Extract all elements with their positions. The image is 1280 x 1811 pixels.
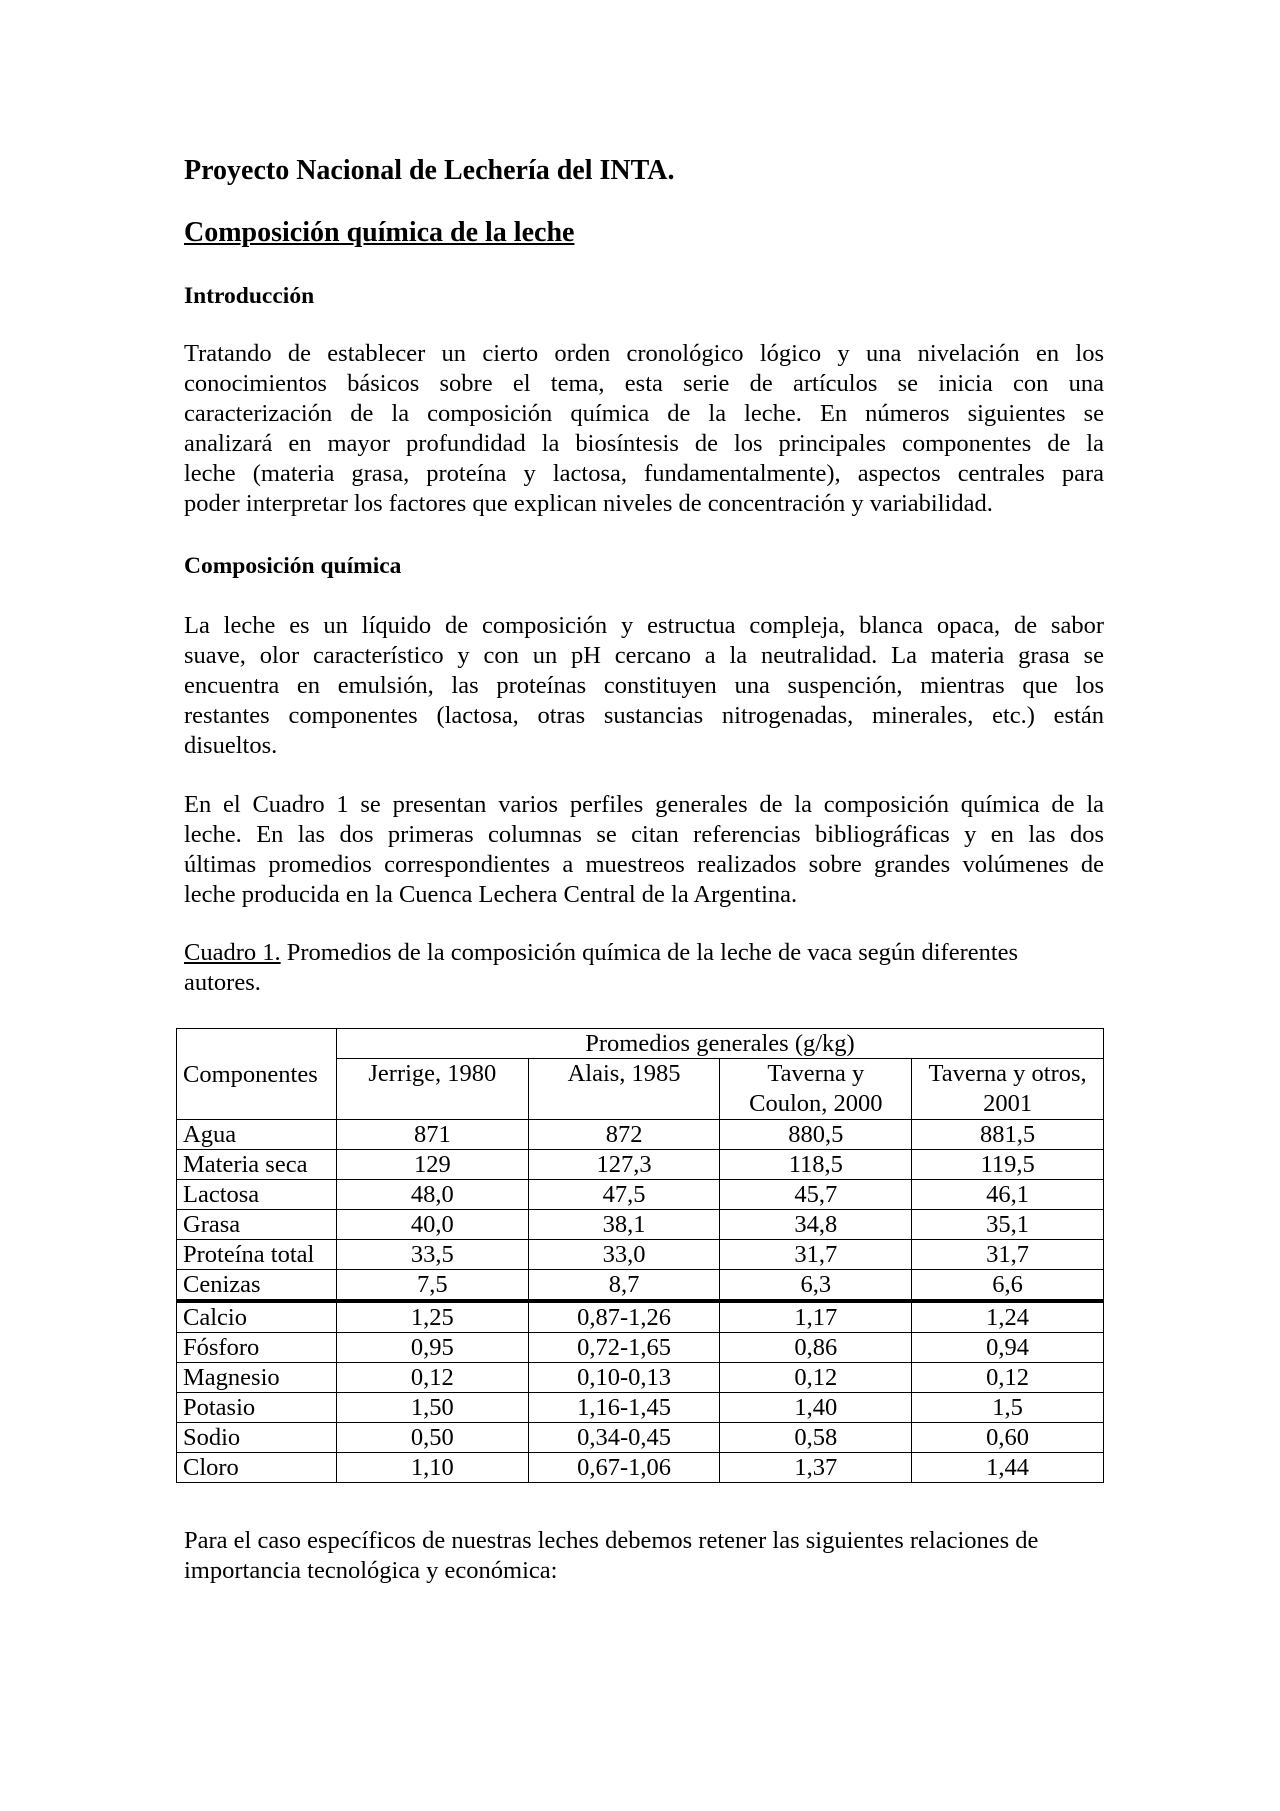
table-cell: 46,1 <box>912 1180 1104 1210</box>
table-cell: 0,34-0,45 <box>528 1423 720 1453</box>
table-cell: 6,3 <box>720 1270 912 1302</box>
table-cell: 0,50 <box>336 1423 528 1453</box>
composition-line: encuentra en emulsión, las proteínas constituyen una suspención, mientras que los <box>184 672 1104 699</box>
table-row <box>177 1210 1104 1240</box>
intro-line: poder interpretar los factores que explican niveles de concentración y variabilidad. <box>184 490 993 517</box>
table-cell: 0,87-1,26 <box>528 1301 720 1333</box>
table-cell: 871 <box>336 1120 528 1150</box>
table-cell: 1,25 <box>336 1301 528 1333</box>
row-label: Magnesio <box>177 1363 337 1393</box>
intro-heading: Introducción <box>184 283 315 309</box>
closing-paragraph <box>184 1526 1104 1586</box>
column-header-line: 2001 <box>983 1090 1033 1117</box>
table-cell: 0,12 <box>336 1363 528 1393</box>
column-header <box>528 1059 720 1120</box>
table-cell: 0,94 <box>912 1333 1104 1363</box>
table-cell: 1,37 <box>720 1453 912 1483</box>
composition-line: En el Cuadro 1 se presentan varios perfiles generales de la composición química de la <box>184 791 1104 818</box>
row-label: Fósforo <box>177 1333 337 1363</box>
table-row <box>177 1363 1104 1393</box>
table-cell: 1,50 <box>336 1393 528 1423</box>
row-label: Cloro <box>177 1453 337 1483</box>
table-cell: 1,16-1,45 <box>528 1393 720 1423</box>
row-label: Grasa <box>177 1210 337 1240</box>
table-cell: 1,5 <box>912 1393 1104 1423</box>
composition-line: restantes componentes (lactosa, otras sustancias nitrogenadas, minerales, etc.) están <box>184 702 1104 729</box>
table-cell: 1,17 <box>720 1301 912 1333</box>
table-cell: 47,5 <box>528 1180 720 1210</box>
column-header-line: Taverna y <box>767 1060 865 1087</box>
table-row <box>177 1150 1104 1180</box>
intro-line: leche (materia grasa, proteína y lactosa, fundamentalmente), aspectos centrales para <box>184 460 1104 487</box>
intro-line: Tratando de establecer un cierto orden cronológico lógico y una nivelación en los <box>184 340 1104 367</box>
table-cell: 0,67-1,06 <box>528 1453 720 1483</box>
table-row <box>177 1423 1104 1453</box>
table-cell: 0,95 <box>336 1333 528 1363</box>
document-subtitle: Composición química de la leche <box>184 217 575 248</box>
table-row <box>177 1301 1104 1333</box>
table-caption-label: Cuadro 1. <box>184 939 281 966</box>
table-cell: 35,1 <box>912 1210 1104 1240</box>
composition-line: suave, olor característico y con un pH cercano a la neutralidad. La materia grasa se <box>184 642 1104 669</box>
closing-line: importancia tecnológica y económica: <box>184 1557 558 1584</box>
table-body <box>177 1120 1104 1483</box>
table-cell: 127,3 <box>528 1150 720 1180</box>
composition-heading: Composición química <box>184 553 402 579</box>
document-title: Proyecto Nacional de Lechería del INTA. <box>184 155 675 186</box>
column-header-line: Taverna y otros, <box>928 1060 1087 1087</box>
table-caption <box>184 938 1104 998</box>
table-cell: 1,40 <box>720 1393 912 1423</box>
table-cell: 872 <box>528 1120 720 1150</box>
table-cell: 0,10-0,13 <box>528 1363 720 1393</box>
closing-line: Para el caso específicos de nuestras leches debemos retener las siguientes relaciones de <box>184 1527 1039 1554</box>
table-cell: 38,1 <box>528 1210 720 1240</box>
table-cell: 6,6 <box>912 1270 1104 1302</box>
table-cell: 0,86 <box>720 1333 912 1363</box>
table-caption-text-2: autores. <box>184 969 261 996</box>
row-label: Materia seca <box>177 1150 337 1180</box>
table-cell: 7,5 <box>336 1270 528 1302</box>
table-cell: 118,5 <box>720 1150 912 1180</box>
row-label: Cenizas <box>177 1270 337 1302</box>
table-cell: 34,8 <box>720 1210 912 1240</box>
composition-line: leche producida en la Cuenca Lechera Central de la Argentina. <box>184 881 798 908</box>
table-cell: 880,5 <box>720 1120 912 1150</box>
column-header-line: Alais, 1985 <box>567 1060 681 1087</box>
table-cell: 129 <box>336 1150 528 1180</box>
intro-paragraph <box>184 339 1104 519</box>
table-cell: 31,7 <box>720 1240 912 1270</box>
table-cell: 45,7 <box>720 1180 912 1210</box>
column-header <box>912 1059 1104 1120</box>
column-header-line: Coulon, 2000 <box>749 1090 883 1117</box>
table-cell: 881,5 <box>912 1120 1104 1150</box>
table-row <box>177 1240 1104 1270</box>
table-row <box>177 1333 1104 1363</box>
composition-line: La leche es un líquido de composición y estructua compleja, blanca opaca, de sabor <box>184 612 1104 639</box>
table-row <box>177 1270 1104 1302</box>
table-caption-text: Promedios de la composición química de la leche de vaca según diferentes <box>280 939 1019 966</box>
table-cell: 1,44 <box>912 1453 1104 1483</box>
row-label: Calcio <box>177 1301 337 1333</box>
composition-table <box>176 1028 1104 1483</box>
composition-line: últimas promedios correspondientes a muestreos realizados sobre grandes volúmenes de <box>184 851 1104 878</box>
column-header <box>720 1059 912 1120</box>
table-cell: 0,12 <box>720 1363 912 1393</box>
row-label: Potasio <box>177 1393 337 1423</box>
intro-line: analizará en mayor profundidad la biosíntesis de los principales componentes de la <box>184 430 1104 457</box>
composition-line: leche. En las dos primeras columnas se citan referencias bibliográficas y en las dos <box>184 821 1104 848</box>
composition-paragraph-1 <box>184 611 1104 761</box>
intro-line: caracterización de la composición química de la leche. En números siguientes se <box>184 400 1104 427</box>
composition-paragraph-2 <box>184 790 1104 910</box>
row-label: Sodio <box>177 1423 337 1453</box>
table-cell: 0,72-1,65 <box>528 1333 720 1363</box>
table-cell: 1,24 <box>912 1301 1104 1333</box>
table-row <box>177 1120 1104 1150</box>
table-cell: 31,7 <box>912 1240 1104 1270</box>
table-cell: 0,58 <box>720 1423 912 1453</box>
column-header <box>336 1059 528 1120</box>
table-row <box>177 1180 1104 1210</box>
composition-line: disueltos. <box>184 732 278 759</box>
table-cell: 8,7 <box>528 1270 720 1302</box>
intro-line: conocimientos básicos sobre el tema, esta serie de artículos se inicia con una <box>184 370 1104 397</box>
header-componentes: Componentes <box>177 1029 337 1120</box>
column-header-line: Jerrige, 1980 <box>368 1060 497 1087</box>
table-cell: 119,5 <box>912 1150 1104 1180</box>
table-cell: 0,12 <box>912 1363 1104 1393</box>
table-cell: 33,5 <box>336 1240 528 1270</box>
table-cell: 48,0 <box>336 1180 528 1210</box>
table-cell: 0,60 <box>912 1423 1104 1453</box>
table-row <box>177 1393 1104 1423</box>
table-cell: 1,10 <box>336 1453 528 1483</box>
row-label: Agua <box>177 1120 337 1150</box>
table-row <box>177 1453 1104 1483</box>
group-header: Promedios generales (g/kg) <box>336 1029 1103 1059</box>
row-label: Proteína total <box>177 1240 337 1270</box>
table-cell: 33,0 <box>528 1240 720 1270</box>
row-label: Lactosa <box>177 1180 337 1210</box>
table-cell: 40,0 <box>336 1210 528 1240</box>
